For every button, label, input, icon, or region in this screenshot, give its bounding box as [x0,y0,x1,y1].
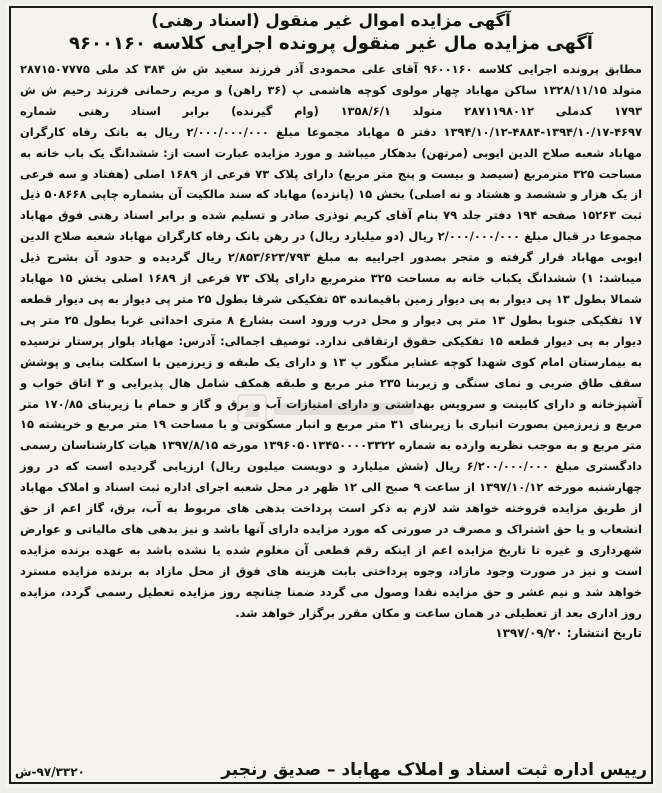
reference-code: ۹۷/۳۳۲۰-ش [15,765,85,779]
signature-line: رییس اداره ثبت اسناد و املاک مهاباد – صدیق رنجبر [221,760,647,780]
newspaper-clipping [6,4,656,788]
publish-date: تاریخ انتشار: ۱۳۹۷/۰۹/۲۰ [495,626,642,641]
notice-subtitle: آگهی مزایده مال غیر منقول پرونده اجرایی کلاسه ۹۶۰۰۱۶۰ [69,33,593,54]
notice-frame [9,6,653,784]
notice-title: آگهی مزایده اموال غیر منقول (اسناد رهنی) [151,11,511,30]
signature-row [15,758,647,782]
notice-body: مطابق پرونده اجرایی کلاسه ۹۶۰۰۱۶۰ آقای علی محمودی آذر فرزند سعید ش ش ۳۸۴ کد ملی ۲۸۷۱۵۰۷۷۷۵ متولد ۱۳۲۸/۱۱/۱۵ ساکن مهاباد چهار مولوی کوچه هاشمی پ (۳۶ راهن) و مریم رحمانی فرزند رحیم ش ش ۱۷۹۳ کدملی ۲۸۷۱۱۹۸۰۱۲ متولد ۱۳۵۸/۶/۱ (وام گیرنده) برابر اسناد رهنی شماره ۴۶۹۷-۱۳۹۴/۱۰/۱۷-۴۸۸۴-۱۳۹۴/۱۰/۱۲ دفتر ۵ مهاباد مجموعا مبلغ ۲/۰۰۰/۰۰۰/۰۰۰ ریال به بانک رفاه کارگران مهاباد شعبه صلاح الدین ایوبی (مرتهن) بدهکار میباشد و مورد مزایده عبارت است از: ششدانگ یک باب خانه به مساحت ۳۲۵ مترمربع (سیصد و بیست و پنج متر مربع) دارای پلاک ۷۳ فرعی از ۱۶۸۹ اصلی (هفتاد و سه فرعی از یک هزار و ششصد و هشتاد و نه اصلی) بخش ۱۵ (پانزده) مهاباد که سند مالکیت آن بشماره چاپی ۵۰۸۶۶۸ ذیل ثبت ۱۵۲۶۳ صفحه ۱۹۴ دفتر جلد ۷۹ بنام آقای کریم توذری صادر و تسلیم شده و برابر اسناد رهنی فوق مهاباد مجموعا در قبال مبلغ ۲/۰۰۰/۰۰۰/۰۰۰ ریال (دو میلیارد ریال) در رهن بانک رفاه کارگران مهاباد شعبه صلاح الدین ایوبی مهاباد قرار گرفته و متجر بصدور اجراییه به مبلغ ۲/۸۵۳/۶۲۳/۷۹۳ ریال گردیده و حدود آن بشرح ذیل میباشد: ۱) ششدانگ یکباب خانه به مساحت ۳۲۵ مترمربع دارای پلاک ۷۳ فرعی از ۱۶۸۹ اصلی بخش ۱۵ مهاباد شمالا بطول ۱۳ پی دیوار به پی دیوار زمین باقیمانده ۵۳ تفکیکی شرقا بطول ۲۵ متر پی دیوار به پی دیوار قطعه ۱۷ تفکیکی جنوبا بطول ۱۳ متر پی دیوار و محل درب ورود است بشارع ۸ متری احداثی غربا بطول ۲۵ متر پی دیوار به پی دیوار قطعه ۱۵ تفکیکی حقوق ارتفاقی ندارد. توصیف اجمالی: آدرس: مهاباد بلوار پرستار نرسیده به بیمارستان امام کوی شهدا کوچه عشایر منگور پ ۱۳ و دارای یک طبقه و زیرزمین با اسکلت بنایی و پوشش سقف طاق ضربی و نمای سنگی و زیربنا ۲۳۵ متر مربع و طبقه همکف شامل هال پذیرایی و ۳ اتاق خواب و آشپزخانه و دارای کابینت و سرویس بهداشتی و دارای امتیازات آب و برق و گاز و حمام با زیربنای ۱۷۰/۸۵ متر مربع و زیرزمین بصورت انباری با زیربنای ۳۱ متر مربع و انبار مسکونی و با مساحت ۱۹ متر مربع و خرپشته ۱۵ متر مربع و به موجب نظریه وارده به شماره ۱۳۹۶۰۵۰۱۳۴۵۰۰۰۰۳۳۲۲ مورخه ۱۳۹۷/۸/۱۵ هیات کارشناسان رسمی دادگستری مبلغ ۶/۲۰۰/۰۰۰/۰۰۰ ریال (شش میلیارد و دویست میلیون ریال) ارزیابی گردیده است که در روز چهارشنبه مورخه ۱۳۹۷/۱۰/۱۲ از ساعت ۹ صبح الی ۱۲ ظهر در محل شعبه اجرای اداره ثبت اسناد و املاک مهاباد از طریق مزایده فروخته خواهد شد لازم به ذکر است پرداخت بدهی های مربوط به آب، برق، گاز اعم از حق انشعاب و یا حق اشتراک و مصرف در صورتی که مورد مزایده دارای آنها باشد و نیز بدهی های مالیاتی و عوارض شهرداری و غیره تا تاریخ مزایده اعم از اینکه رقم قطعی آن معلوم شده یا نشده باشد به عهده برنده مزایده است و نیز در صورت وجود مازاد، وجوه پرداختی بابت هزینه های فوق از محل مازاد به برنده مزایده مسترد خواهد شد و نیم عشر و حق مزایده نقدا وصول می گردد ضمنا چنانچه روز مزایده تعطیل رسمی گردد، مزایده روز اداری بعد از تعطیلی در همان ساعت و مکان مقرر برگزار خواهد شد. [20,62,643,620]
